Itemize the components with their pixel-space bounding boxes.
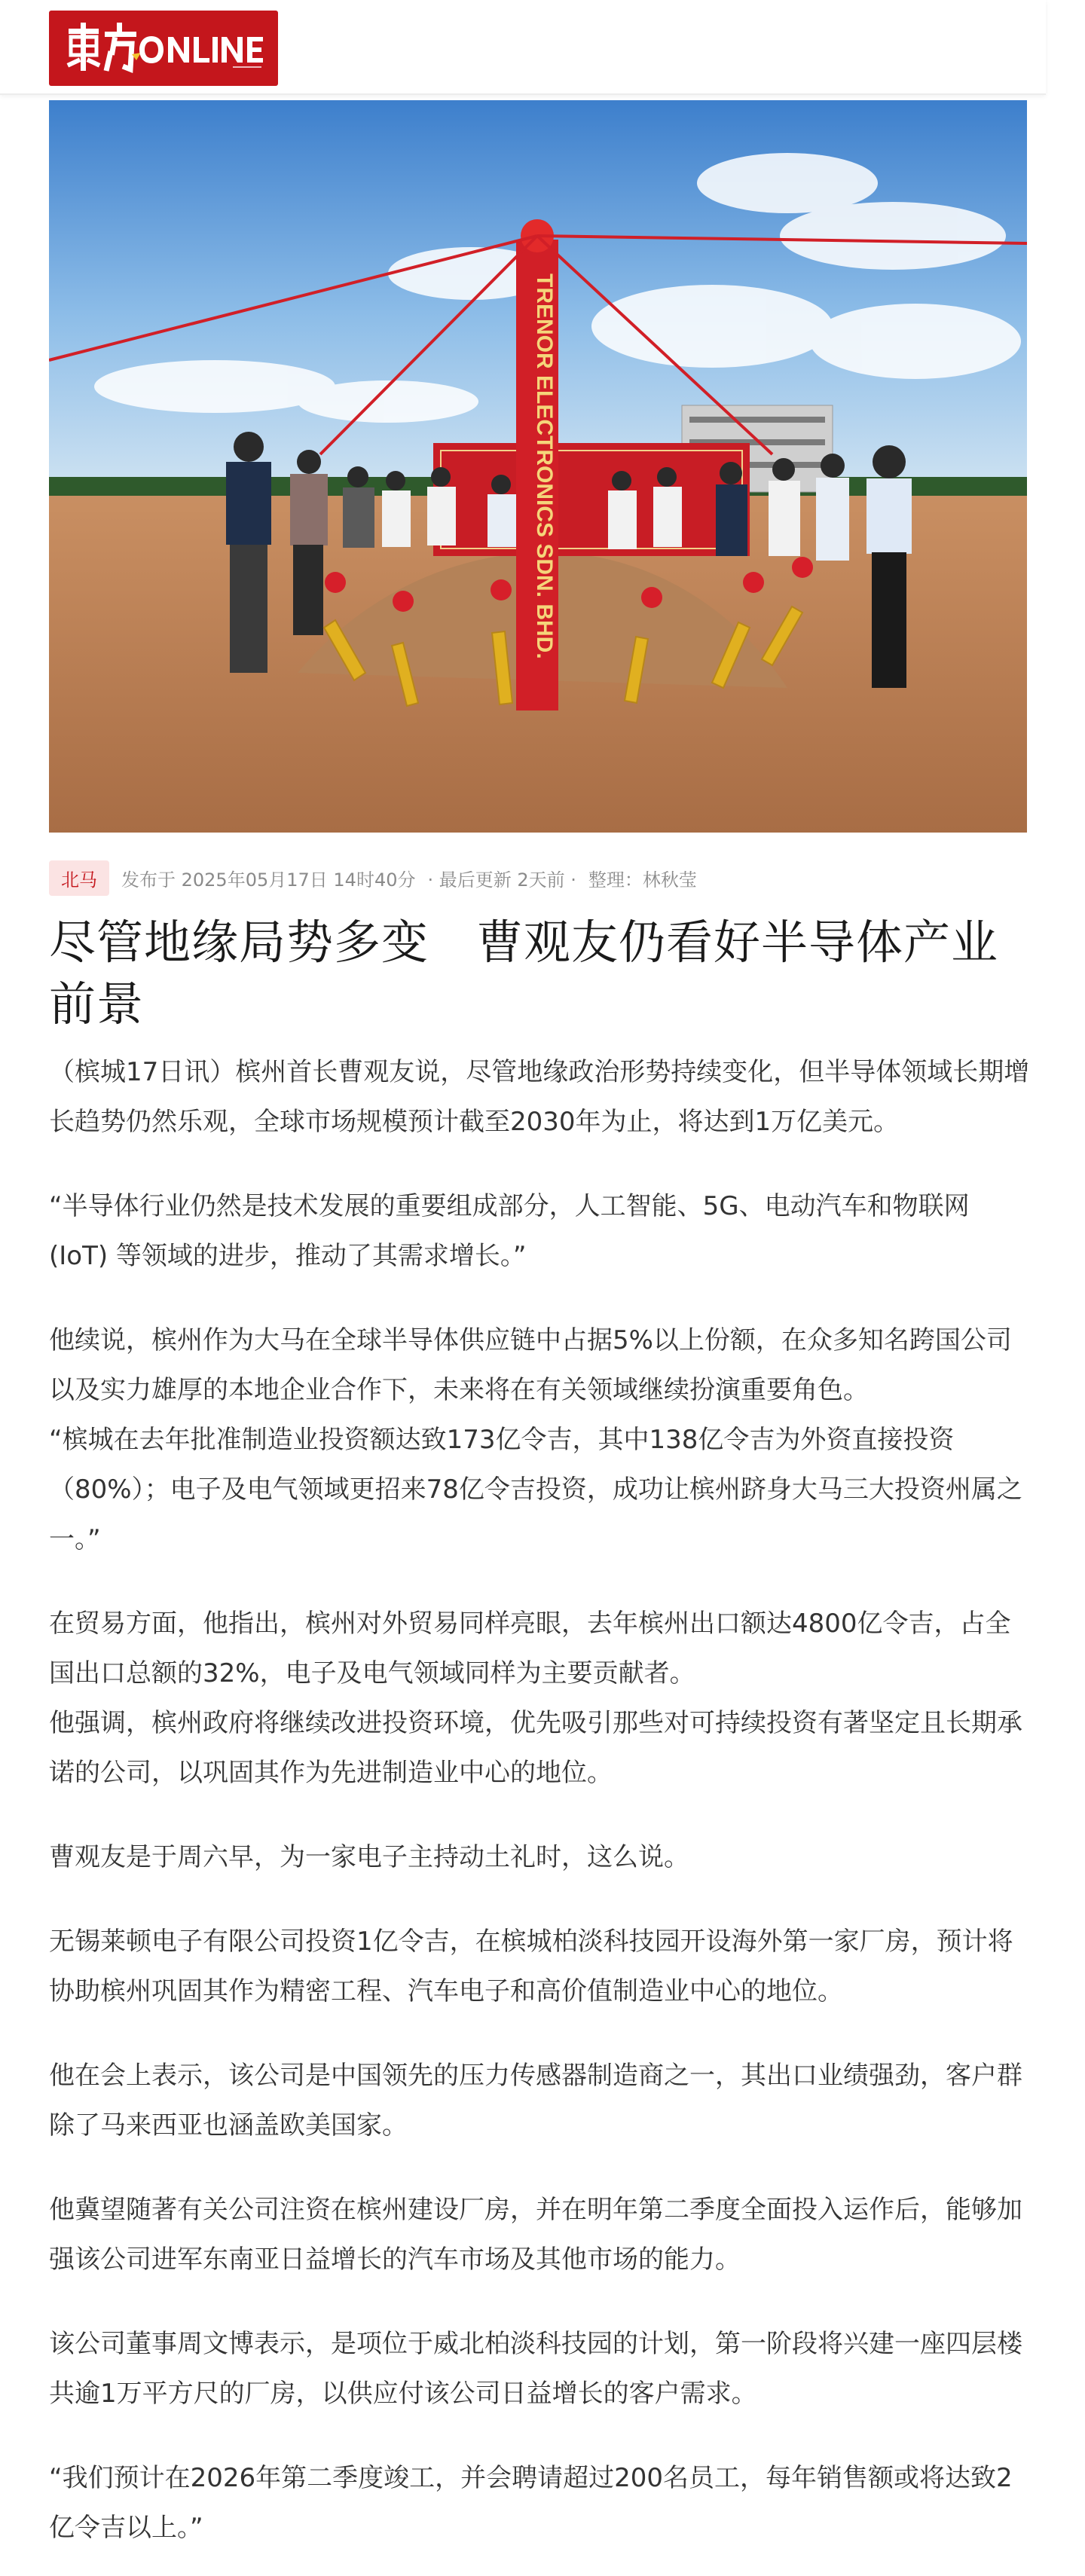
site-logo-mark (58, 17, 269, 80)
updated-time: · 最后更新 2天前 · (427, 869, 576, 891)
editor-credit: 整理：林秋莹 (588, 869, 697, 891)
article-paragraph: 曹观友是于周六早，为一家电子主持动土礼时，这么说。 (49, 1842, 689, 1872)
site-logo[interactable] (49, 11, 278, 86)
section-tag[interactable]: 北马 (49, 860, 109, 896)
article-paragraph: “半导体行业仍然是技术发展的重要组成部分，人工智能、5G、电动汽车和物联网 (IoT) 等领域的进步，推动了其需求增长。” (49, 1191, 970, 1271)
article-title: 尽管地缘局势多变 曹观友仍看好半导体产业前景 (49, 915, 999, 1031)
svg-text:TRENOR ELECTRONICS SDN. BHD.: TRENOR ELECTRONICS SDN. BHD. (532, 273, 557, 659)
article-meta (49, 859, 697, 897)
article-paragraph: 该公司董事周文博表示，是项位于威北柏淡科技园的计划，第一阶段将兴建一座四层楼共逾1万平方尺的厂房，以供应付该公司日益增长的客户需求。 (49, 2329, 1022, 2409)
article-paragraph: 在贸易方面，他指出，槟州对外贸易同样亮眼，去年槟州出口额达4800亿令吉，占全国出口总额的32%，电子及电气领域同样为主要贡献者。 (49, 1609, 1011, 1688)
article-paragraph: “我们预计在2026年第二季度竣工，并会聘请超过200名员工，每年销售额或将达致2亿令吉以上。” (49, 2463, 1013, 2543)
published-time: 发布于 2025年05月17日 14时40分 (121, 869, 416, 891)
site-header (0, 0, 1046, 95)
article-paragraph: 他在会上表示，该公司是中国领先的压力传感器制造商之一，其出口业绩强劲，客户群除了马来西亚也涵盖欧美国家。 (49, 2061, 1022, 2141)
article-paragraph: 无锡莱顿电子有限公司投资1亿令吉，在槟城柏淡科技园开设海外第一家厂房，预计将协助槟州巩固其作为精密工程、汽车电子和高价值制造业中心的地位。 (49, 1927, 1013, 2006)
hero-photo (49, 100, 1027, 833)
hero-photo-illustration (49, 100, 1027, 833)
article-paragraph: （槟城17日讯）槟州首长曹观友说，尽管地缘政治形势持续变化，但半导体领域长期增长趋势仍然乐观，全球市场规模预计截至2030年为止，将达到1万亿美元。 (49, 1057, 1030, 1137)
article-paragraph: “槟城在去年批准制造业投资额达致173亿令吉，其中138亿令吉为外资直接投资（80%）；电子及电气领域更招来78亿令吉投资，成功让槟州跻身大马三大投资州属之一。” (49, 1425, 1022, 1554)
article-paragraph: 他强调，槟州政府将继续改进投资环境，优先吸引那些对可持续投资有著坚定且长期承诺的公司，以巩固其作为先进制造业中心的地位。 (49, 1708, 1022, 1788)
article-paragraph: 他续说，槟州作为大马在全球半导体供应链中占据5%以上份额，在众多知名跨国公司以及实力雄厚的本地企业合作下，未来将在有关领域继续扮演重要角色。 (49, 1325, 1012, 1405)
article-body (49, 1047, 1032, 2553)
article-paragraph: 他冀望随著有关公司注资在槟州建设厂房，并在明年第二季度全面投入运作后，能够加强该公司进军东南亚日益增长的汽车市场及其他市场的能力。 (49, 2195, 1022, 2275)
